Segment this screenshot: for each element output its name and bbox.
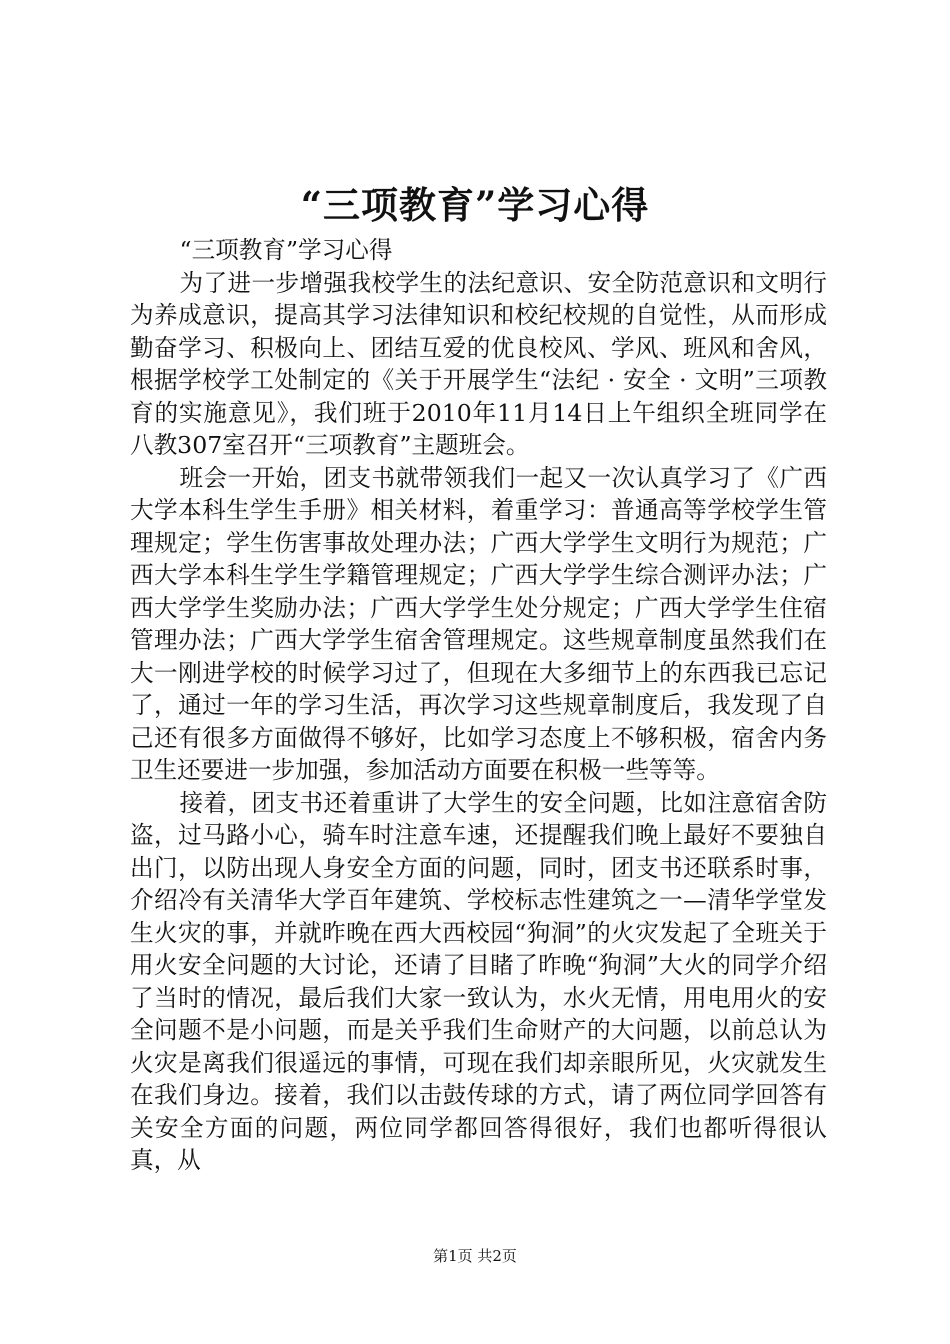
document-title: “三项教育”学习心得: [300, 183, 650, 227]
paragraph-subtitle: “三项教育”学习心得: [179, 236, 393, 264]
paragraph-intro: 为了进一步增强我校学生的法纪意识、安全防范意识和文明行为养成意识，提高其学习法律知识和校纪校规的自觉性，从而形成勤奋学习、积极向上、团结互爱的优良校风、学风、班风和舍风，根据学校学工处制定的《关于开展学生“法纪 · 安全 · 文明”三项教育的实施意见》，我们班于2010年11月14日上午组织全班同学在八教307室召开“三项教育”主题班会。: [130, 268, 827, 459]
page-number-footer: 第1页 共2页: [433, 1247, 517, 1265]
document-body: [130, 234, 827, 1177]
paragraph-safety: 接着，团支书还着重讲了大学生的安全问题，比如注意宿舍防盗，过马路小心，骑车时注意车速，还提醒我们晚上最好不要独自出门，以防出现人身安全方面的问题，同时，团支书还联系时事，介绍冷有关清华大学百年建筑、学校标志性建筑之一—清华学堂发生火灾的事，并就昨晚在西大西校园“狗洞”的火灾发起了全班关于用火安全问题的大讨论，还请了目睹了昨晚“狗洞”大火的同学介绍了当时的情况，最后我们大家一致认为，水火无情，用电用火的安全问题不是小问题，而是关乎我们生命财产的大问题，以前总认为火灾是离我们很遥远的事情，可现在我们却亲眼所见，火灾就发生在我们身边。接着，我们以击鼓传球的方式，请了两位同学回答有关安全方面的问题，两位同学都回答得很好，我们也都听得很认真，从: [130, 788, 827, 1174]
paragraph-meeting-study: 班会一开始，团支书就带领我们一起又一次认真学习了《广西大学本科生学生手册》相关材料，着重学习：普通高等学校学生管理规定；学生伤害事故处理办法；广西大学学生文明行为规范；广西大学本科生学生学籍管理规定；广西大学学生综合测评办法；广西大学学生奖励办法；广西大学学生处分规定；广西大学学生住宿管理办法；广西大学学生宿舍管理规定。这些规章制度虽然我们在大一刚进学校的时候学习过了，但现在大多细节上的东西我已忘记了，通过一年的学习生活，再次学习这些规章制度后，我发现了自己还有很多方面做得不够好，比如学习态度上不够积极，宿舍内务卫生还要进一步加强，参加活动方面要在积极一些等等。: [130, 463, 827, 784]
